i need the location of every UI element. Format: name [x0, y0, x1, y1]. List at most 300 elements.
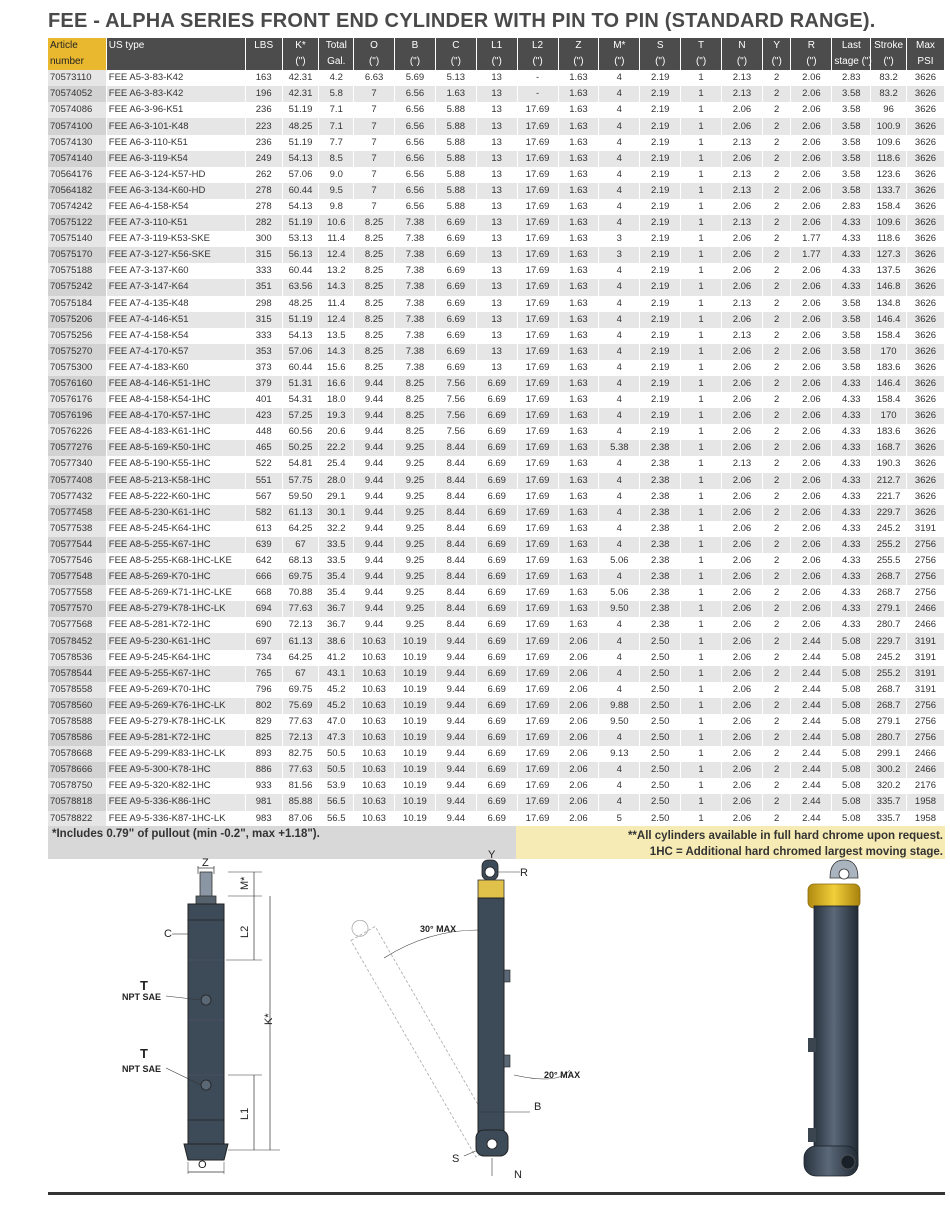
table-cell: 1 [681, 392, 722, 408]
table-cell: FEE A8-4-146-K51-1HC [106, 376, 245, 392]
table-cell: 6.69 [476, 489, 517, 505]
table-cell: 4 [599, 537, 640, 553]
table-cell: 4 [599, 778, 640, 794]
table-cell: 17.69 [517, 601, 558, 617]
table-cell: 70576176 [48, 392, 106, 408]
table-cell: 183.6 [871, 360, 907, 376]
table-cell: 315 [245, 312, 282, 328]
table-cell: 6.69 [476, 762, 517, 778]
table-cell: 279.1 [871, 601, 907, 617]
label-y: Y [488, 849, 496, 861]
table-cell: 5.88 [435, 167, 476, 183]
table-cell: 1 [681, 135, 722, 151]
table-cell: 2.06 [722, 617, 763, 633]
table-cell: 2.06 [791, 263, 832, 279]
table-cell: 1.63 [435, 86, 476, 102]
table-cell: 70577408 [48, 473, 106, 489]
table-cell: 8.44 [435, 440, 476, 456]
table-cell: 4 [599, 794, 640, 810]
table-cell: 70577544 [48, 537, 106, 553]
table-cell: 6.69 [476, 617, 517, 633]
table-row [48, 714, 945, 730]
table-cell: 8.44 [435, 601, 476, 617]
table-cell: 9.25 [395, 440, 436, 456]
table-cell: 2466 [906, 601, 944, 617]
table-cell: 1.63 [558, 569, 599, 585]
table-cell: 7.38 [395, 312, 436, 328]
table-cell: 4 [599, 328, 640, 344]
table-cell: 4.33 [832, 215, 871, 231]
table-cell: 2.06 [722, 682, 763, 698]
table-cell: 70564182 [48, 183, 106, 199]
table-cell: 2 [762, 601, 791, 617]
table-cell: 2 [762, 279, 791, 295]
table-cell: 134.8 [871, 296, 907, 312]
column-header: Total [319, 38, 354, 54]
table-cell: 4.33 [832, 424, 871, 440]
table-cell: 96 [871, 102, 907, 118]
table-cell: 10.19 [395, 714, 436, 730]
table-cell: 4.33 [832, 247, 871, 263]
table-cell: 8.25 [354, 360, 395, 376]
table-cell: 335.7 [871, 794, 907, 810]
table-cell: 229.7 [871, 633, 907, 649]
table-cell: 1 [681, 633, 722, 649]
table-row [48, 746, 945, 762]
table-cell: 268.7 [871, 698, 907, 714]
table-cell: 8.44 [435, 537, 476, 553]
table-cell: 886 [245, 762, 282, 778]
table-cell: 6.69 [435, 263, 476, 279]
table-cell: 2.13 [722, 328, 763, 344]
table-cell: 17.69 [517, 682, 558, 698]
table-cell: 17.69 [517, 537, 558, 553]
table-cell: 379 [245, 376, 282, 392]
table-cell: 2.19 [640, 376, 681, 392]
label-l2: L2 [239, 925, 251, 938]
label-m: M* [239, 876, 251, 890]
table-cell: 1 [681, 102, 722, 118]
table-cell: 221.7 [871, 489, 907, 505]
table-cell: 300 [245, 231, 282, 247]
table-row [48, 730, 945, 746]
table-cell: 17.69 [517, 247, 558, 263]
table-cell: 6.69 [476, 650, 517, 666]
table-cell: 70577432 [48, 489, 106, 505]
table-cell: 13 [476, 231, 517, 247]
notes-section [48, 826, 945, 859]
table-cell: 3 [599, 247, 640, 263]
table-cell: 13 [476, 135, 517, 151]
table-cell: 4.33 [832, 279, 871, 295]
table-row [48, 505, 945, 521]
table-cell: 5.13 [435, 70, 476, 86]
table-body [48, 70, 945, 826]
table-cell: 35.4 [319, 569, 354, 585]
table-cell: 69.75 [282, 682, 319, 698]
table-cell: 2 [762, 650, 791, 666]
table-cell: 2.06 [791, 537, 832, 553]
table-cell: 1.77 [791, 247, 832, 263]
table-cell: 1 [681, 537, 722, 553]
column-header-unit: (") [395, 54, 436, 70]
table-cell: 2.06 [791, 617, 832, 633]
table-cell: 7.38 [395, 247, 436, 263]
table-cell: 75.69 [282, 698, 319, 714]
table-cell: 4 [599, 569, 640, 585]
table-cell: 2.06 [791, 440, 832, 456]
table-row [48, 489, 945, 505]
table-cell: 2 [762, 102, 791, 118]
table-cell: 2.06 [558, 633, 599, 649]
table-cell: 2.06 [722, 360, 763, 376]
table-cell: 2.06 [722, 762, 763, 778]
table-cell: 9.25 [395, 601, 436, 617]
table-cell: 18.0 [319, 392, 354, 408]
table-cell: 4 [599, 521, 640, 537]
table-cell: 4.33 [832, 408, 871, 424]
table-cell: 7.38 [395, 263, 436, 279]
table-cell: 13 [476, 312, 517, 328]
table-cell: 3626 [906, 247, 944, 263]
table-cell: 13.2 [319, 263, 354, 279]
table-cell: 9.44 [435, 811, 476, 827]
table-cell: 2.06 [722, 231, 763, 247]
table-cell: 70.88 [282, 585, 319, 601]
table-cell: 8.25 [354, 328, 395, 344]
table-row [48, 392, 945, 408]
table-cell: 1 [681, 440, 722, 456]
table-cell: 2.06 [791, 312, 832, 328]
table-row [48, 553, 945, 569]
table-cell: 61.13 [282, 633, 319, 649]
column-header: L2 [517, 38, 558, 54]
table-cell: 7.1 [319, 118, 354, 134]
table-cell: 4 [599, 167, 640, 183]
label-l1: L1 [239, 1107, 251, 1120]
table-cell: 2.83 [832, 199, 871, 215]
table-cell: 3191 [906, 521, 944, 537]
table-cell: 5.08 [832, 633, 871, 649]
table-cell: 13 [476, 199, 517, 215]
table-cell: 4 [599, 296, 640, 312]
table-row [48, 199, 945, 215]
table-row [48, 585, 945, 601]
table-cell: 48.25 [282, 118, 319, 134]
table-cell: 401 [245, 392, 282, 408]
table-cell: 1 [681, 617, 722, 633]
table-cell: 5.06 [599, 553, 640, 569]
table-cell: 6.69 [435, 360, 476, 376]
label-30-max: 30° MAX [420, 924, 457, 934]
table-cell: 3.58 [832, 167, 871, 183]
table-cell: 70574086 [48, 102, 106, 118]
table-cell: 2.38 [640, 440, 681, 456]
table-cell: 2.06 [791, 505, 832, 521]
table-cell: 17.69 [517, 666, 558, 682]
table-cell: 7 [354, 167, 395, 183]
table-cell: 3626 [906, 505, 944, 521]
table-cell: 158.4 [871, 328, 907, 344]
table-cell: 14.3 [319, 279, 354, 295]
table-cell: 9.25 [395, 585, 436, 601]
table-cell: 70578666 [48, 762, 106, 778]
table-cell: 1 [681, 312, 722, 328]
table-cell: 4 [599, 762, 640, 778]
table-row [48, 666, 945, 682]
table-cell: 1 [681, 86, 722, 102]
table-cell: 3626 [906, 296, 944, 312]
table-cell: 5.08 [832, 746, 871, 762]
table-cell: 8.25 [354, 344, 395, 360]
table-cell: 10.63 [354, 762, 395, 778]
table-cell: 1.63 [558, 199, 599, 215]
table-cell: 2.38 [640, 537, 681, 553]
column-header: R [791, 38, 832, 54]
table-cell: 3626 [906, 376, 944, 392]
table-cell: 9.25 [395, 537, 436, 553]
table-cell: 2.06 [722, 392, 763, 408]
table-cell: 81.56 [282, 778, 319, 794]
table-cell: 9.44 [354, 617, 395, 633]
table-cell: 5.08 [832, 811, 871, 827]
table-cell: 8.44 [435, 521, 476, 537]
table-cell: 10.63 [354, 794, 395, 810]
table-cell: 6.69 [435, 296, 476, 312]
table-cell: 35.4 [319, 585, 354, 601]
table-cell: 13 [476, 296, 517, 312]
table-cell: 70564176 [48, 167, 106, 183]
table-cell: FEE A8-4-158-K54-1HC [106, 392, 245, 408]
table-cell: 51.19 [282, 102, 319, 118]
table-cell: 2 [762, 440, 791, 456]
table-cell: 100.9 [871, 118, 907, 134]
column-header: Z [558, 38, 599, 54]
table-cell: 2756 [906, 698, 944, 714]
table-cell: 2.06 [791, 328, 832, 344]
table-cell: 70574140 [48, 151, 106, 167]
table-cell: 2 [762, 666, 791, 682]
table-cell: FEE A8-5-281-K72-1HC [106, 617, 245, 633]
column-header: LBS [245, 38, 282, 54]
table-cell: 212.7 [871, 473, 907, 489]
table-cell: 3191 [906, 650, 944, 666]
table-cell: 582 [245, 505, 282, 521]
table-cell: 1 [681, 569, 722, 585]
table-cell: 13 [476, 151, 517, 167]
table-cell: 5.08 [832, 666, 871, 682]
table-cell: 2.06 [722, 746, 763, 762]
table-row [48, 135, 945, 151]
table-cell: 7.38 [395, 344, 436, 360]
table-row [48, 473, 945, 489]
table-cell: 4 [599, 70, 640, 86]
table-cell: 2 [762, 811, 791, 827]
table-row [48, 521, 945, 537]
table-cell: 5.88 [435, 199, 476, 215]
table-cell: 2.06 [722, 247, 763, 263]
column-header-unit: number [48, 54, 106, 70]
table-row [48, 247, 945, 263]
table-cell: 2.06 [791, 296, 832, 312]
table-row [48, 617, 945, 633]
table-cell: 893 [245, 746, 282, 762]
table-cell: 1 [681, 650, 722, 666]
table-cell: 2.13 [722, 183, 763, 199]
table-cell: 9.44 [435, 698, 476, 714]
table-cell: 1.63 [558, 505, 599, 521]
table-cell: 22.2 [319, 440, 354, 456]
table-cell: 1 [681, 328, 722, 344]
table-cell: 2.44 [791, 650, 832, 666]
table-cell: 2 [762, 151, 791, 167]
table-cell: 70575170 [48, 247, 106, 263]
table-cell: 13 [476, 118, 517, 134]
table-cell: 17.69 [517, 376, 558, 392]
table-cell: FEE A8-4-183-K61-1HC [106, 424, 245, 440]
column-header-unit: (") [871, 54, 907, 70]
table-cell: 2.50 [640, 698, 681, 714]
table-cell: 4 [599, 408, 640, 424]
table-cell: 280.7 [871, 730, 907, 746]
table-cell: 69.75 [282, 569, 319, 585]
table-cell: 13 [476, 247, 517, 263]
table-cell: 2 [762, 617, 791, 633]
table-cell: 3626 [906, 489, 944, 505]
table-cell: 3.58 [832, 118, 871, 134]
column-header: Last [832, 38, 871, 54]
table-cell: 2 [762, 633, 791, 649]
table-cell: 1.63 [558, 70, 599, 86]
column-header: M* [599, 38, 640, 54]
table-cell: 2.13 [722, 167, 763, 183]
table-cell: 2 [762, 328, 791, 344]
table-cell: FEE A8-5-245-K64-1HC [106, 521, 245, 537]
table-cell: 10.19 [395, 730, 436, 746]
table-cell: 249 [245, 151, 282, 167]
table-cell: 2.06 [791, 151, 832, 167]
table-cell: 5.08 [832, 794, 871, 810]
table-cell: 3626 [906, 440, 944, 456]
label-npt-upper: NPT SAE [122, 992, 162, 1002]
table-cell: 2.19 [640, 151, 681, 167]
table-cell: 9.44 [354, 489, 395, 505]
table-cell: 4 [599, 666, 640, 682]
table-cell: 4 [599, 199, 640, 215]
table-cell: 4.33 [832, 521, 871, 537]
table-cell: 2 [762, 714, 791, 730]
column-header: Y [762, 38, 791, 54]
table-cell: 4.33 [832, 553, 871, 569]
table-cell: 2.06 [791, 279, 832, 295]
table-cell: 2.06 [791, 102, 832, 118]
table-cell: 17.69 [517, 473, 558, 489]
column-header: T [681, 38, 722, 54]
table-cell: 64.25 [282, 521, 319, 537]
table-cell: 236 [245, 102, 282, 118]
front-view-drawing [122, 857, 280, 1174]
table-cell: 2.44 [791, 698, 832, 714]
table-cell: FEE A8-4-170-K57-1HC [106, 408, 245, 424]
table-cell: 53.9 [319, 778, 354, 794]
table-cell: 70574242 [48, 199, 106, 215]
table-cell: 3626 [906, 167, 944, 183]
table-cell: 4 [599, 392, 640, 408]
table-cell: 7.38 [395, 360, 436, 376]
table-cell: 639 [245, 537, 282, 553]
table-cell: 4.33 [832, 473, 871, 489]
table-cell: 2.06 [791, 585, 832, 601]
table-cell: 6.69 [435, 328, 476, 344]
table-cell: FEE A9-5-300-K78-1HC [106, 762, 245, 778]
table-cell: 3.58 [832, 344, 871, 360]
table-cell: 70574052 [48, 86, 106, 102]
table-cell: 2 [762, 376, 791, 392]
table-cell: 2.06 [791, 135, 832, 151]
table-cell: 2.06 [722, 489, 763, 505]
table-cell: 10.63 [354, 698, 395, 714]
table-row [48, 698, 945, 714]
table-cell: 7.1 [319, 102, 354, 118]
table-cell: 2.19 [640, 199, 681, 215]
table-cell: 2.19 [640, 70, 681, 86]
table-cell: 2.06 [791, 489, 832, 505]
table-cell: 4 [599, 617, 640, 633]
column-header-unit: (") [476, 54, 517, 70]
table-cell: 2.06 [791, 118, 832, 134]
table-cell: 7.56 [435, 408, 476, 424]
table-cell: 5.08 [832, 698, 871, 714]
table-cell: 2.06 [791, 424, 832, 440]
table-cell: 2.06 [722, 794, 763, 810]
table-row [48, 650, 945, 666]
table-cell: 1 [681, 811, 722, 827]
table-cell: 829 [245, 714, 282, 730]
table-row [48, 633, 945, 649]
table-row [48, 183, 945, 199]
table-cell: 196 [245, 86, 282, 102]
table-cell: 2756 [906, 553, 944, 569]
table-cell: 6.69 [476, 408, 517, 424]
table-cell: 3626 [906, 473, 944, 489]
table-cell: 1 [681, 778, 722, 794]
table-cell: 13 [476, 215, 517, 231]
table-cell: 2.06 [791, 183, 832, 199]
table-cell: 17.69 [517, 778, 558, 794]
table-cell: 77.63 [282, 714, 319, 730]
table-cell: 1.63 [558, 215, 599, 231]
table-cell: 3.58 [832, 183, 871, 199]
table-cell: 734 [245, 650, 282, 666]
table-cell: 668 [245, 585, 282, 601]
table-cell: 4.33 [832, 376, 871, 392]
table-cell: 1 [681, 794, 722, 810]
table-cell: 17.69 [517, 408, 558, 424]
table-cell: 8.44 [435, 473, 476, 489]
table-cell: 2.50 [640, 650, 681, 666]
table-cell: 17.69 [517, 730, 558, 746]
table-cell: 70577558 [48, 585, 106, 601]
table-cell: 2.50 [640, 811, 681, 827]
column-header: N [722, 38, 763, 54]
table-cell: 2.06 [791, 360, 832, 376]
table-cell: 2.44 [791, 682, 832, 698]
table-cell: 1.63 [558, 118, 599, 134]
table-cell: 981 [245, 794, 282, 810]
table-cell: 7 [354, 118, 395, 134]
table-cell: 3626 [906, 360, 944, 376]
table-cell: 1.63 [558, 151, 599, 167]
